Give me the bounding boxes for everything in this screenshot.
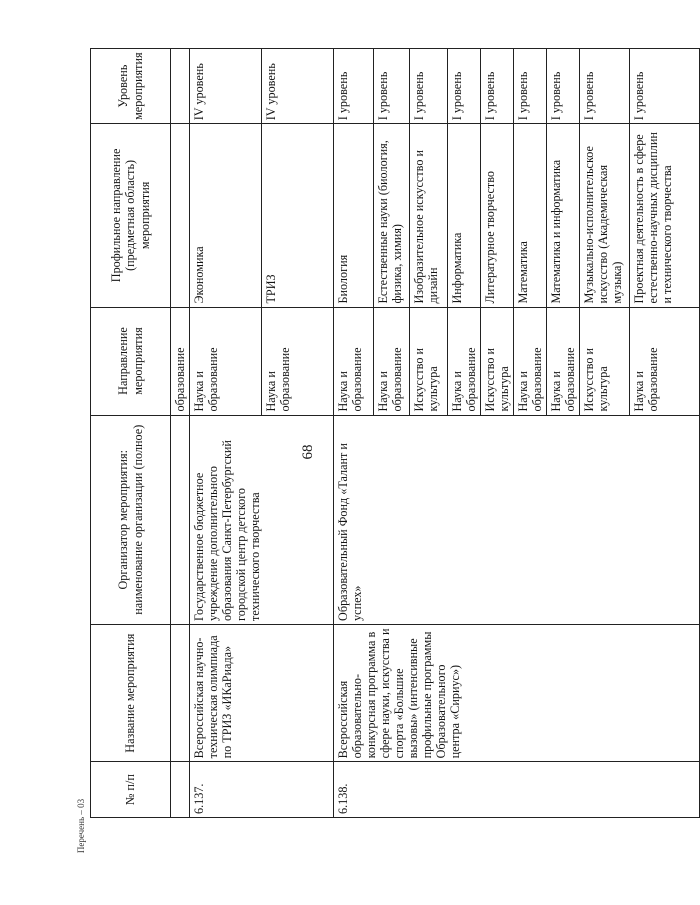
cell-direction: Наука и образование	[630, 307, 700, 415]
table-header-row	[91, 49, 171, 818]
header-level: Уровень мероприятия	[91, 49, 171, 124]
cell-name: Всероссийская образовательно-конкурсная программа в сфере науки, искусства и спорта «Большие вызовы» (интенсивные профильные программы Образовательного центра «Сириус»)	[334, 624, 700, 761]
cell-organizer: Государственное бюджетное учреждение дополнительного образования Санкт-Петербургский городской центр детского технического творчества	[190, 415, 334, 624]
cell-level: IV уровень	[190, 49, 262, 124]
cell-level: I уровень	[547, 49, 580, 124]
events-table	[90, 48, 700, 818]
footer-note: Перечень – 03	[76, 798, 86, 854]
cell-name	[171, 624, 190, 761]
page-number: 68	[300, 444, 316, 460]
cell-direction: Наука и образование	[334, 307, 374, 415]
header-direction: Направление мероприятия	[91, 307, 171, 415]
cell-direction: Искусство и культура	[580, 307, 630, 415]
cell-name: Всероссийская научно-техническая олимпиада по ТРИЗ «ИКаРиада»	[190, 624, 334, 761]
cell-level: I уровень	[514, 49, 547, 124]
cell-level: I уровень	[580, 49, 630, 124]
cell-num: 6.137.	[190, 762, 334, 818]
cell-num: 6.138.	[334, 762, 700, 818]
table-row	[171, 49, 190, 818]
cell-num	[171, 762, 190, 818]
cell-profile: Изобразительное искусство и дизайн	[410, 124, 448, 307]
cell-profile: Биология	[334, 124, 374, 307]
cell-organizer	[171, 415, 190, 624]
cell-level: I уровень	[630, 49, 700, 124]
cell-level	[171, 49, 190, 124]
cell-profile: Информатика	[448, 124, 481, 307]
cell-direction: Наука и образование	[547, 307, 580, 415]
cell-profile: Проектная деятельность в сфере естественно-научных дисциплин и технического творчества	[630, 124, 700, 307]
cell-direction: Наука и образование	[514, 307, 547, 415]
cell-level: I уровень	[481, 49, 514, 124]
cell-organizer: Образовательный Фонд «Талант и успех»	[334, 415, 700, 624]
cell-profile: ТРИЗ	[262, 124, 334, 307]
cell-profile: Математика и информатика	[547, 124, 580, 307]
cell-direction: Наука и образование	[262, 307, 334, 415]
header-name: Название мероприятия	[91, 624, 171, 761]
cell-profile: Музыкально-исполнительское искусство (Академическая музыка)	[580, 124, 630, 307]
cell-profile: Экономика	[190, 124, 262, 307]
cell-direction: Наука и образование	[374, 307, 410, 415]
cell-direction: Искусство и культура	[481, 307, 514, 415]
cell-profile: Математика	[514, 124, 547, 307]
table-row	[334, 49, 374, 818]
header-profile: Профильное направление (предметная область) мероприятия	[91, 124, 171, 307]
header-num: № п/п	[91, 762, 171, 818]
cell-level: IV уровень	[262, 49, 334, 124]
cell-level: I уровень	[410, 49, 448, 124]
cell-profile: Естественные науки (биология, физика, химия)	[374, 124, 410, 307]
cell-direction: Наука и образование	[190, 307, 262, 415]
table-container	[90, 48, 675, 818]
cell-profile: Литературное творчество	[481, 124, 514, 307]
cell-level: I уровень	[448, 49, 481, 124]
cell-direction: образование	[171, 307, 190, 415]
cell-level: I уровень	[334, 49, 374, 124]
cell-level: I уровень	[374, 49, 410, 124]
cell-direction: Наука и образование	[448, 307, 481, 415]
header-organizer: Организатор мероприятия: наименование организации (полное)	[91, 415, 171, 624]
cell-profile	[171, 124, 190, 307]
cell-direction: Искусство и культура	[410, 307, 448, 415]
table-row	[190, 49, 262, 818]
